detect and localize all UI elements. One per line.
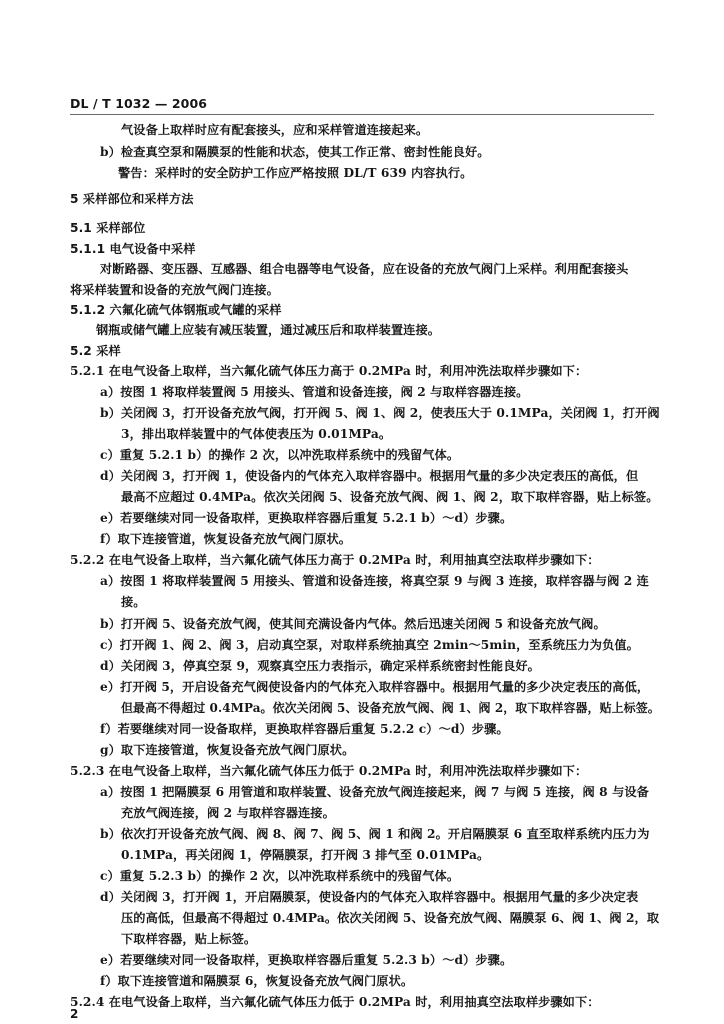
list-item: g）取下连接管道，恢复设备充放气阀门原状。 <box>100 743 355 757</box>
section-heading: 5 采样部位和采样方法 <box>70 192 194 206</box>
text-line: 气设备上取样时应有配套接头，应和采样管道连接起来。 <box>121 123 429 137</box>
list-item: c）重复 5.2.3 b）的操作 2 次，以冲洗取样系统中的残留气体。 <box>100 869 460 883</box>
list-item: c）打开阀 1、阀 2、阀 3，启动真空泵，对取样系统抽真空 2min～5min，至系统压力为负值。 <box>100 638 639 652</box>
list-item: a）按图 1 将取样装置阀 5 用接头、管道和设备连接，将真空泵 9 与阀 3 连接，取样容器与阀 2 连 <box>100 574 649 588</box>
list-item: b）关闭阀 3，打开设备充放气阀，打开阀 5、阀 1、阀 2，使表压大于 0.1MPa，关闭阀 1，打开阀 <box>100 406 660 420</box>
list-item: b）检查真空泵和隔膜泵的性能和状态，使其工作正常、密封性能良好。 <box>100 145 490 159</box>
list-item: a）按图 1 将取样装置阀 5 用接头、管道和设备连接，阀 2 与取样容器连接。 <box>100 385 529 399</box>
list-item: d）关闭阀 3，停真空泵 9，观察真空压力表指示，确定采样系统密封性能良好。 <box>100 659 540 673</box>
list-item: f）若要继续对同一设备取样，更换取样容器后重复 5.2.2 c）～d）步骤。 <box>100 722 509 736</box>
subsection-heading: 5.1 采样部位 <box>70 221 146 235</box>
list-item-continuation: 3，排出取样装置中的气体使表压为 0.01MPa。 <box>121 427 392 441</box>
running-header: DL / T 1032 — 2006 <box>70 96 208 111</box>
list-item: f）取下连接管道和隔膜泵 6，恢复设备充放气阀门原状。 <box>100 974 414 988</box>
paragraph-line: 对断路器、变压器、互感器、组合电器等电气设备，应在设备的充放气阀门上采样。利用配套接头 <box>100 262 629 276</box>
list-item-continuation: 压的高低，但最高不得超过 0.4MPa。依次关闭阀 5、设备充放气阀、隔膜泵 6、阀 1、阀 2，取 <box>121 911 660 925</box>
list-item-continuation: 0.1MPa，再关闭阀 1，停隔膜泵，打开阀 3 排气至 0.01MPa。 <box>121 848 490 862</box>
list-item: e）打开阀 5，开启设备充气阀使设备内的气体充入取样容器中。根据用气量的多少决定表压的高低， <box>100 680 650 694</box>
list-item: b）依次打开设备充放气阀、阀 8、阀 7、阀 5、阀 1 和阀 2。开启隔膜泵 6 直至取样系统内压力为 <box>100 827 650 841</box>
list-item: c）重复 5.2.1 b）的操作 2 次，以冲洗取样系统中的残留气体。 <box>100 448 460 462</box>
list-item: b）打开阀 5、设备充放气阀，使其间充满设备内气体。然后迅速关闭阀 5 和设备充放气阀。 <box>100 617 606 631</box>
subsection-heading: 5.1.2 六氟化硫气体钢瓶或气罐的采样 <box>70 303 282 317</box>
list-item-continuation: 但最高不得超过 0.4MPa。依次关闭阀 5、设备充放气阀、阀 1、阀 2，取下取样容器，贴上标签。 <box>121 701 660 715</box>
list-item: d）关闭阀 3，打开阀 1，开启隔膜泵，使设备内的气体充入取样容器中。根据用气量的多少决定表 <box>100 890 639 904</box>
clause-heading: 5.2.2 在电气设备上取样，当六氟化硫气体压力高于 0.2MPa 时，利用抽真空法取样步骤如下： <box>70 553 600 567</box>
paragraph-line: 将采样装置和设备的充放气阀门连接。 <box>70 283 279 297</box>
list-item: d）关闭阀 3，打开阀 1，使设备内的气体充入取样容器中。根据用气量的多少决定表压的高低，但 <box>100 469 639 483</box>
list-item-continuation: 最高不应超过 0.4MPa。依次关闭阀 5、设备充放气阀、阀 1、阀 2，取下取样容器，贴上标签。 <box>121 490 659 504</box>
list-item-continuation: 接。 <box>121 595 146 609</box>
list-item: f）取下连接管道，恢复设备充放气阀门原状。 <box>100 532 352 546</box>
list-item: e）若要继续对同一设备取样，更换取样容器后重复 5.2.1 b）～d）步骤。 <box>100 511 513 525</box>
warning-note: 警告：采样时的安全防护工作应严格按照 DL/T 639 内容执行。 <box>118 166 473 180</box>
list-item: a）按图 1 把隔膜泵 6 用管道和取样装置、设备充放气阀连接起来，阀 7 与阀 5 连接，阀 8 与设备 <box>100 785 649 799</box>
paragraph-line: 钢瓶或储气罐上应装有减压装置，通过减压后和取样装置连接。 <box>96 323 441 337</box>
page-number: 2 <box>70 1007 79 1021</box>
subsection-heading: 5.2 采样 <box>70 344 121 358</box>
list-item: e）若要继续对同一设备取样，更换取样容器后重复 5.2.3 b）～d）步骤。 <box>100 953 513 967</box>
clause-heading: 5.2.3 在电气设备上取样，当六氟化硫气体压力低于 0.2MPa 时，利用冲洗法取样步骤如下： <box>70 764 588 778</box>
list-item-continuation: 下取样容器，贴上标签。 <box>121 932 257 946</box>
header-rule <box>70 114 654 115</box>
list-item-continuation: 充放气阀连接，阀 2 与取样容器连接。 <box>121 806 335 820</box>
clause-heading: 5.2.1 在电气设备上取样，当六氟化硫气体压力高于 0.2MPa 时，利用冲洗法取样步骤如下： <box>70 364 588 378</box>
clause-heading: 5.2.4 在电气设备上取样，当六氟化硫气体压力低于 0.2MPa 时，利用抽真空法取样步骤如下： <box>70 995 600 1009</box>
subsection-heading: 5.1.1 电气设备中采样 <box>70 242 196 256</box>
